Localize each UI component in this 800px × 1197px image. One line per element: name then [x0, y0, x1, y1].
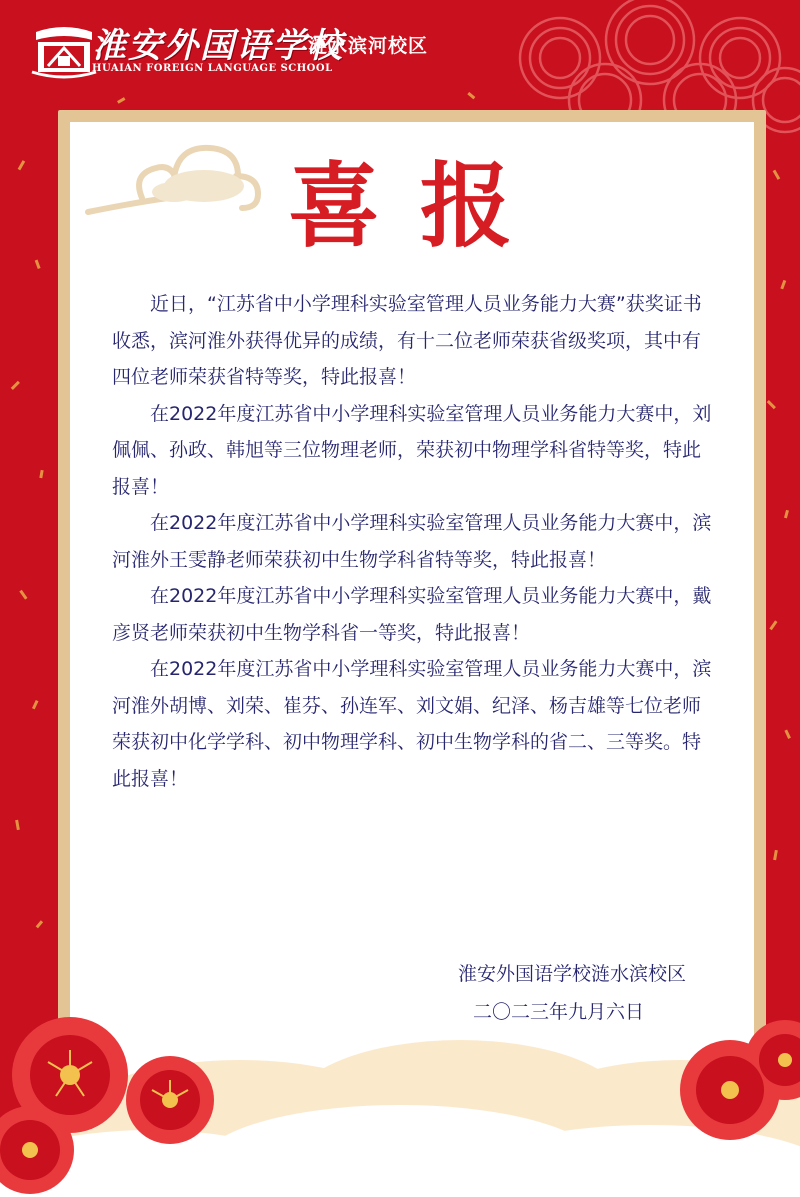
signature-date: 二〇二三年九月六日 [472, 1001, 644, 1023]
school-name: 淮安外国语学校 [92, 26, 344, 66]
announcement-body [112, 286, 712, 797]
paragraph: 近日，“江苏省中小学理科实验室管理人员业务能力大赛”获奖证书收悉，滨河淮外获得优异的成绩，有十二位老师荣获省级奖项，其中有四位老师荣获省特等奖，特此报喜！ [112, 293, 702, 388]
paragraph: 在2022年度江苏省中小学理科实验室管理人员业务能力大赛中，刘佩佩、孙政、韩旭等三位物理老师，荣获初中物理学科省特等奖，特此报喜！ [112, 402, 712, 498]
campus-name: 涟水滨河校区 [308, 35, 429, 57]
school-logo [28, 26, 100, 80]
paragraph: 在2022年度江苏省中小学理科实验室管理人员业务能力大赛中，滨河淮外胡博、刘荣、崔芬、孙连军、刘文娟、纪泽、杨吉雄等七位老师荣获初中化学学科、初中物理学科、初中生物学科的省二、三等奖。特此报喜！ [112, 658, 712, 790]
school-english-name: HUAIAN FOREIGN LANGUAGE SCHOOL [92, 63, 333, 74]
bottom-decoration [0, 990, 800, 1197]
paragraph: 在2022年度江苏省中小学理科实验室管理人员业务能力大赛中，滨河淮外王雯静老师荣获初中生物学科省特等奖，特此报喜！ [112, 512, 712, 571]
signature-org: 淮安外国语学校涟水滨校区 [457, 963, 686, 985]
page-title: 喜报 [287, 152, 552, 260]
paragraph: 在2022年度江苏省中小学理科实验室管理人员业务能力大赛中，戴彦贤老师荣获初中生物学科省一等奖，特此报喜！ [112, 585, 712, 644]
